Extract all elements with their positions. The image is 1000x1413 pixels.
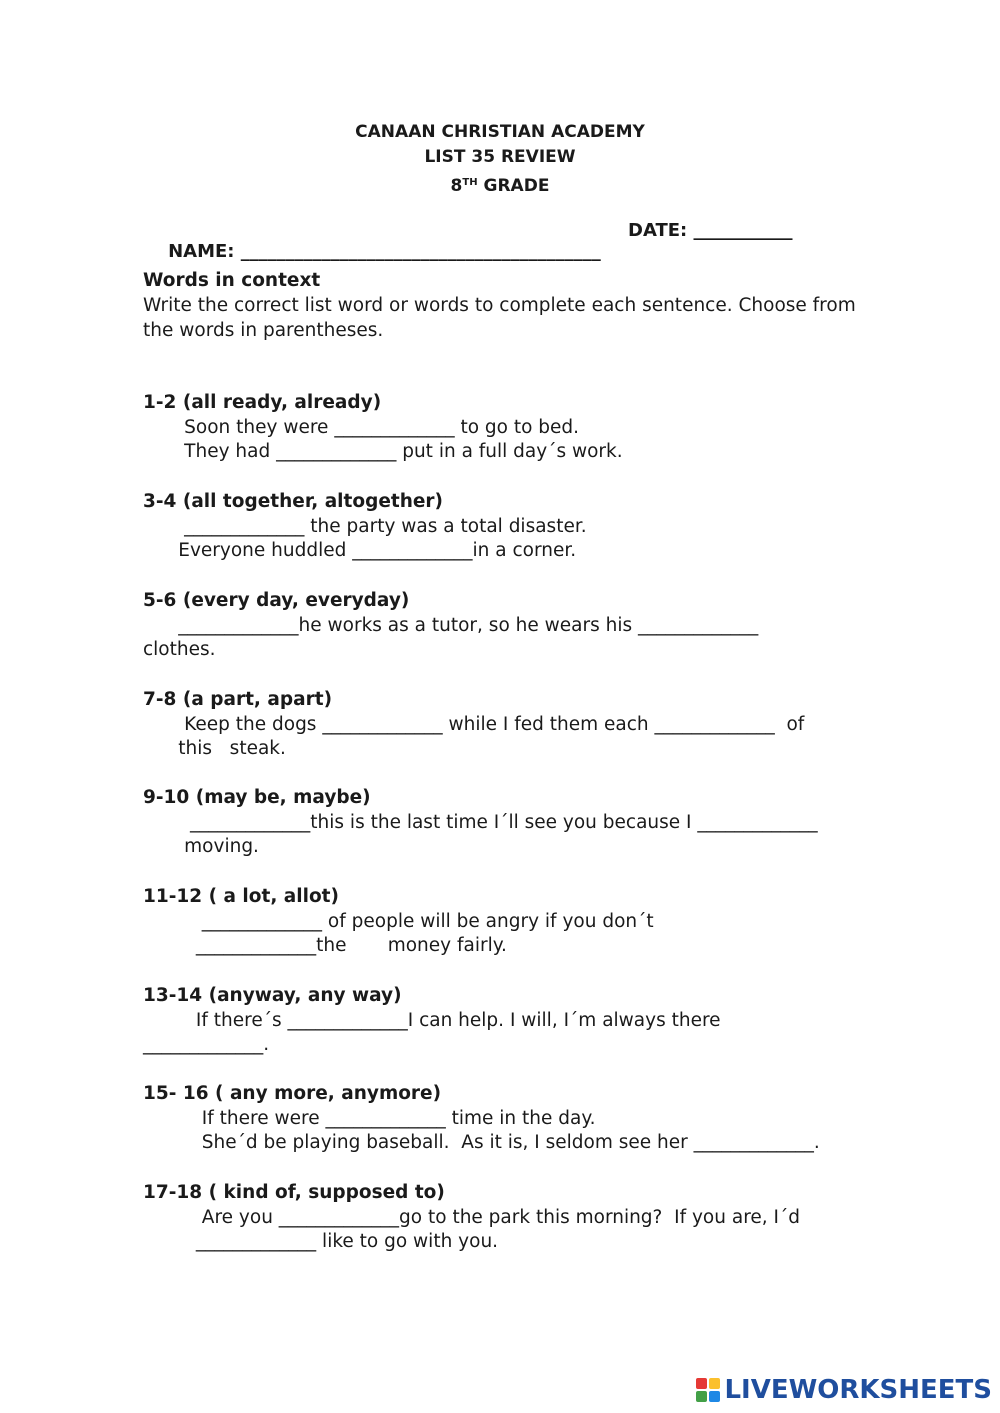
- question-line[interactable]: If there´s _____________I can help. I will, I´m always there: [143, 1009, 721, 1031]
- question-line[interactable]: Keep the dogs _____________ while I fed them each _____________ of: [143, 713, 805, 735]
- grade-suffix: TH: [462, 177, 478, 188]
- instructions-block: [143, 268, 863, 343]
- question-line[interactable]: Soon they were _____________ to go to bed.: [143, 416, 580, 438]
- question-line: clothes.: [143, 639, 216, 660]
- question-group: [143, 786, 883, 860]
- question-head: 3-4 (all together, altogether): [143, 491, 444, 512]
- question-line[interactable]: _____________the money fairly.: [143, 935, 507, 956]
- question-line: this steak.: [143, 738, 286, 759]
- logo-square-green: [696, 1391, 707, 1402]
- logo-square-blue: [709, 1391, 720, 1402]
- question-line[interactable]: She´d be playing baseball. As it is, I seldom see her _____________.: [143, 1132, 820, 1153]
- logo-text: LIVEWORKSHEETS: [724, 1375, 992, 1405]
- question-line[interactable]: Everyone huddled _____________in a corner.: [143, 540, 577, 561]
- worksheet-header: [0, 120, 1000, 199]
- question-head: 11-12 ( a lot, allot): [143, 886, 339, 907]
- question-head: 13-14 (anyway, any way): [143, 985, 402, 1006]
- question-head: 9-10 (may be, maybe): [143, 787, 371, 808]
- name-field[interactable]: NAME: ________________________________________: [168, 241, 601, 262]
- question-head: 15- 16 ( any more, anymore): [143, 1083, 442, 1104]
- grade-line: [0, 170, 1000, 199]
- question-group: [143, 1181, 883, 1255]
- grade-word: GRADE: [477, 176, 550, 196]
- question-group: [143, 589, 883, 663]
- list-title: LIST 35 REVIEW: [424, 147, 576, 167]
- question-head: 5-6 (every day, everyday): [143, 590, 410, 611]
- section-subtitle: Words in context: [143, 270, 321, 291]
- question-line[interactable]: _____________.: [143, 1034, 270, 1055]
- question-line[interactable]: Are you _____________go to the park this morning? If you are, I´d: [143, 1206, 800, 1228]
- logo-square-red: [696, 1378, 707, 1389]
- logo-square-yellow: [709, 1378, 720, 1389]
- question-group: [143, 490, 883, 564]
- question-group: [143, 1082, 883, 1156]
- logo-mark-icon: [696, 1378, 720, 1402]
- question-line[interactable]: _____________this is the last time I´ll see you because I _____________: [143, 811, 818, 833]
- school-name: CANAAN CHRISTIAN ACADEMY: [355, 122, 645, 142]
- question-group: [143, 391, 883, 465]
- question-group: [143, 984, 883, 1058]
- question-line[interactable]: They had _____________ put in a full day´s work.: [143, 441, 623, 462]
- question-group: [143, 885, 883, 959]
- question-group: [143, 688, 883, 762]
- question-head: 17-18 ( kind of, supposed to): [143, 1182, 445, 1203]
- question-line[interactable]: _____________ like to go with you.: [143, 1231, 499, 1252]
- question-line[interactable]: If there were _____________ time in the day.: [143, 1107, 596, 1129]
- instructions-text: Write the correct list word or words to complete each sentence. Choose from the words in parentheses.: [143, 295, 856, 341]
- question-line[interactable]: _____________he works as a tutor, so he wears his _____________: [143, 614, 759, 636]
- question-line: moving.: [143, 836, 259, 857]
- question-line[interactable]: _____________ of people will be angry if you don´t: [143, 910, 654, 932]
- question-head: 1-2 (all ready, already): [143, 392, 382, 413]
- grade-number: 8: [450, 176, 463, 196]
- date-field[interactable]: DATE: ___________: [628, 220, 793, 241]
- question-head: 7-8 (a part, apart): [143, 689, 333, 710]
- liveworksheets-logo: [696, 1375, 992, 1405]
- question-line[interactable]: _____________ the party was a total disaster.: [143, 515, 587, 537]
